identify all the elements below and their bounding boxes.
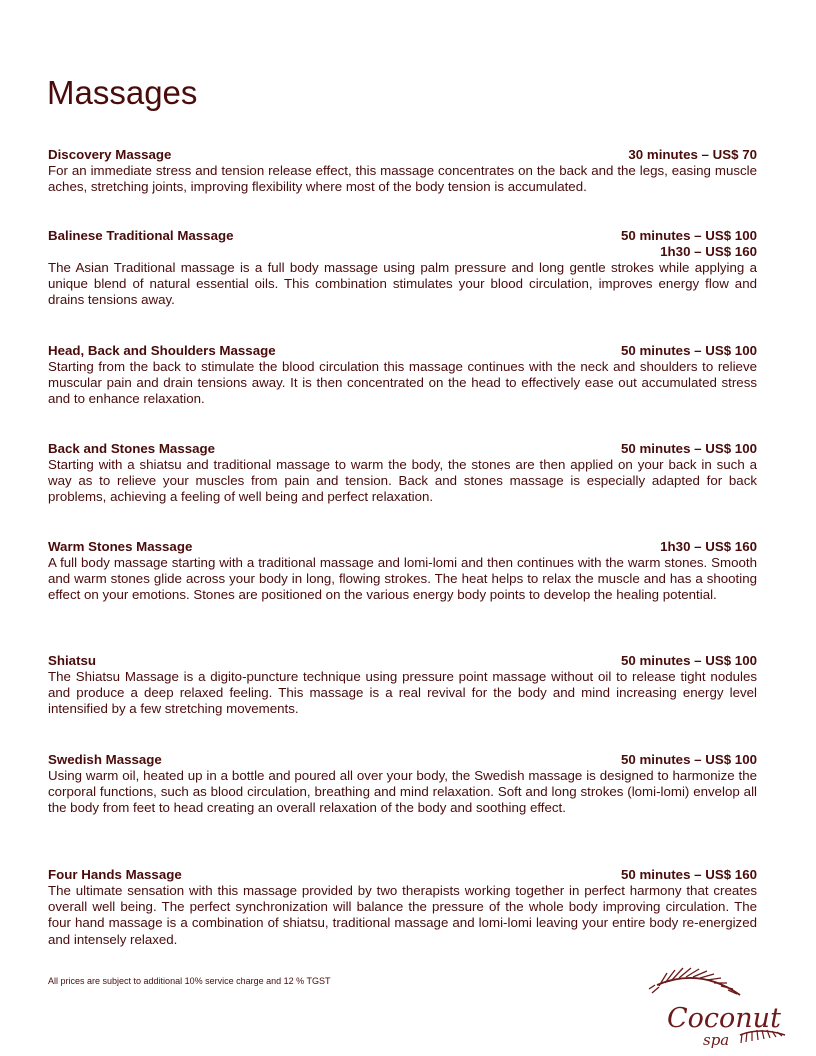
massage-item-balinese (48, 228, 757, 309)
page-title: Massages (47, 74, 198, 111)
item-name: Four Hands Massage (48, 867, 182, 882)
item-price: 50 minutes – US$ 100 (621, 752, 757, 767)
massage-item-swedish (48, 752, 757, 817)
item-name: Balinese Traditional Massage (48, 228, 234, 243)
massage-item-four-hands (48, 867, 757, 948)
item-price: 1h30 – US$ 160 (660, 244, 757, 259)
item-name: Back and Stones Massage (48, 441, 216, 456)
item-name: Discovery Massage (48, 147, 172, 162)
item-description: Starting with a shiatsu and traditional massage to warm the body, the stones are then applied on your back in such a way as to relieve your muscles from pain and tension. Back and stones massage is especially adapted for back problems, achieving a feeling of well being and perfect relaxation. (48, 457, 757, 505)
item-description: A full body massage starting with a traditional massage and lomi-lomi and then continues with the warm stones. Smooth and warm stones glide across your body in long, flowing strokes. The heat helps to relax the muscle and has a shooting effect on your emotions. Stones are positioned on the various energy body points to develop the healing potential. (48, 555, 757, 603)
logo-submark: spa (703, 1031, 730, 1049)
item-name: Shiatsu (48, 653, 97, 668)
massage-item-warm-stones (48, 539, 757, 604)
item-price: 30 minutes – US$ 70 (628, 147, 757, 162)
item-price: 50 minutes – US$ 100 (621, 441, 757, 456)
item-price: 50 minutes – US$ 100 (621, 653, 757, 668)
massage-item-discovery (48, 147, 757, 195)
coconut-spa-logo (645, 965, 795, 1053)
item-description: The Asian Traditional massage is a full body massage using palm pressure and long gentle strokes while applying a unique blend of natural essential oils. This combination stimulates your blood circulation, improves energy flow and drains tensions away. (48, 260, 757, 308)
item-name: Swedish Massage (48, 752, 162, 767)
massage-item-head-back-shoulders (48, 343, 757, 408)
item-price: 50 minutes – US$ 100 (621, 228, 757, 243)
item-price: 50 minutes – US$ 100 (621, 343, 757, 358)
palm-leaf-icon (649, 968, 740, 995)
item-description: For an immediate stress and tension release effect, this massage concentrates on the back and the legs, easing muscle aches, stretching joints, improving flexibility where most of the body tension is accumulated. (48, 163, 757, 195)
item-name: Warm Stones Massage (48, 539, 193, 554)
item-name: Head, Back and Shoulders Massage (48, 343, 276, 358)
item-description: The Shiatsu Massage is a digito-puncture technique using pressure point massage without oil to release tight nodules and produce a deep relaxed feeling. This massage is a real revival for the body and mind increasing energy level intensified by a few stretching movements. (48, 669, 757, 717)
massage-item-shiatsu (48, 653, 757, 718)
price-footnote: All prices are subject to additional 10% service charge and 12 % TGST (48, 976, 331, 986)
logo-wordmark: Coconut (667, 1003, 781, 1034)
item-price: 1h30 – US$ 160 (660, 539, 757, 554)
item-description: Starting from the back to stimulate the blood circulation this massage continues with the neck and shoulders to relieve muscular pain and drain tensions away. It is then concentrated on the head to effectively ease out accumulated stress and to enhance relaxation. (48, 359, 757, 407)
item-price: 50 minutes – US$ 160 (621, 867, 757, 882)
item-description: Using warm oil, heated up in a bottle and poured all over your body, the Swedish massage is designed to harmonize the corporal functions, such as blood circulation, breathing and mind relaxation. Soft and long strokes (lomi-lomi) envelop all the body from feet to head creating an overall relaxation of the body and soothing effect. (48, 768, 757, 816)
item-description: The ultimate sensation with this massage provided by two therapists working together in perfect harmony that creates overall well being. The perfect synchronization will balance the pressure of the whole body improving circulation. The four hand massage is a combination of shiatsu, traditional massage and lomi-lomi leaving your entire body re-energized and intensely relaxed. (48, 883, 757, 947)
massage-item-back-stones (48, 441, 757, 506)
